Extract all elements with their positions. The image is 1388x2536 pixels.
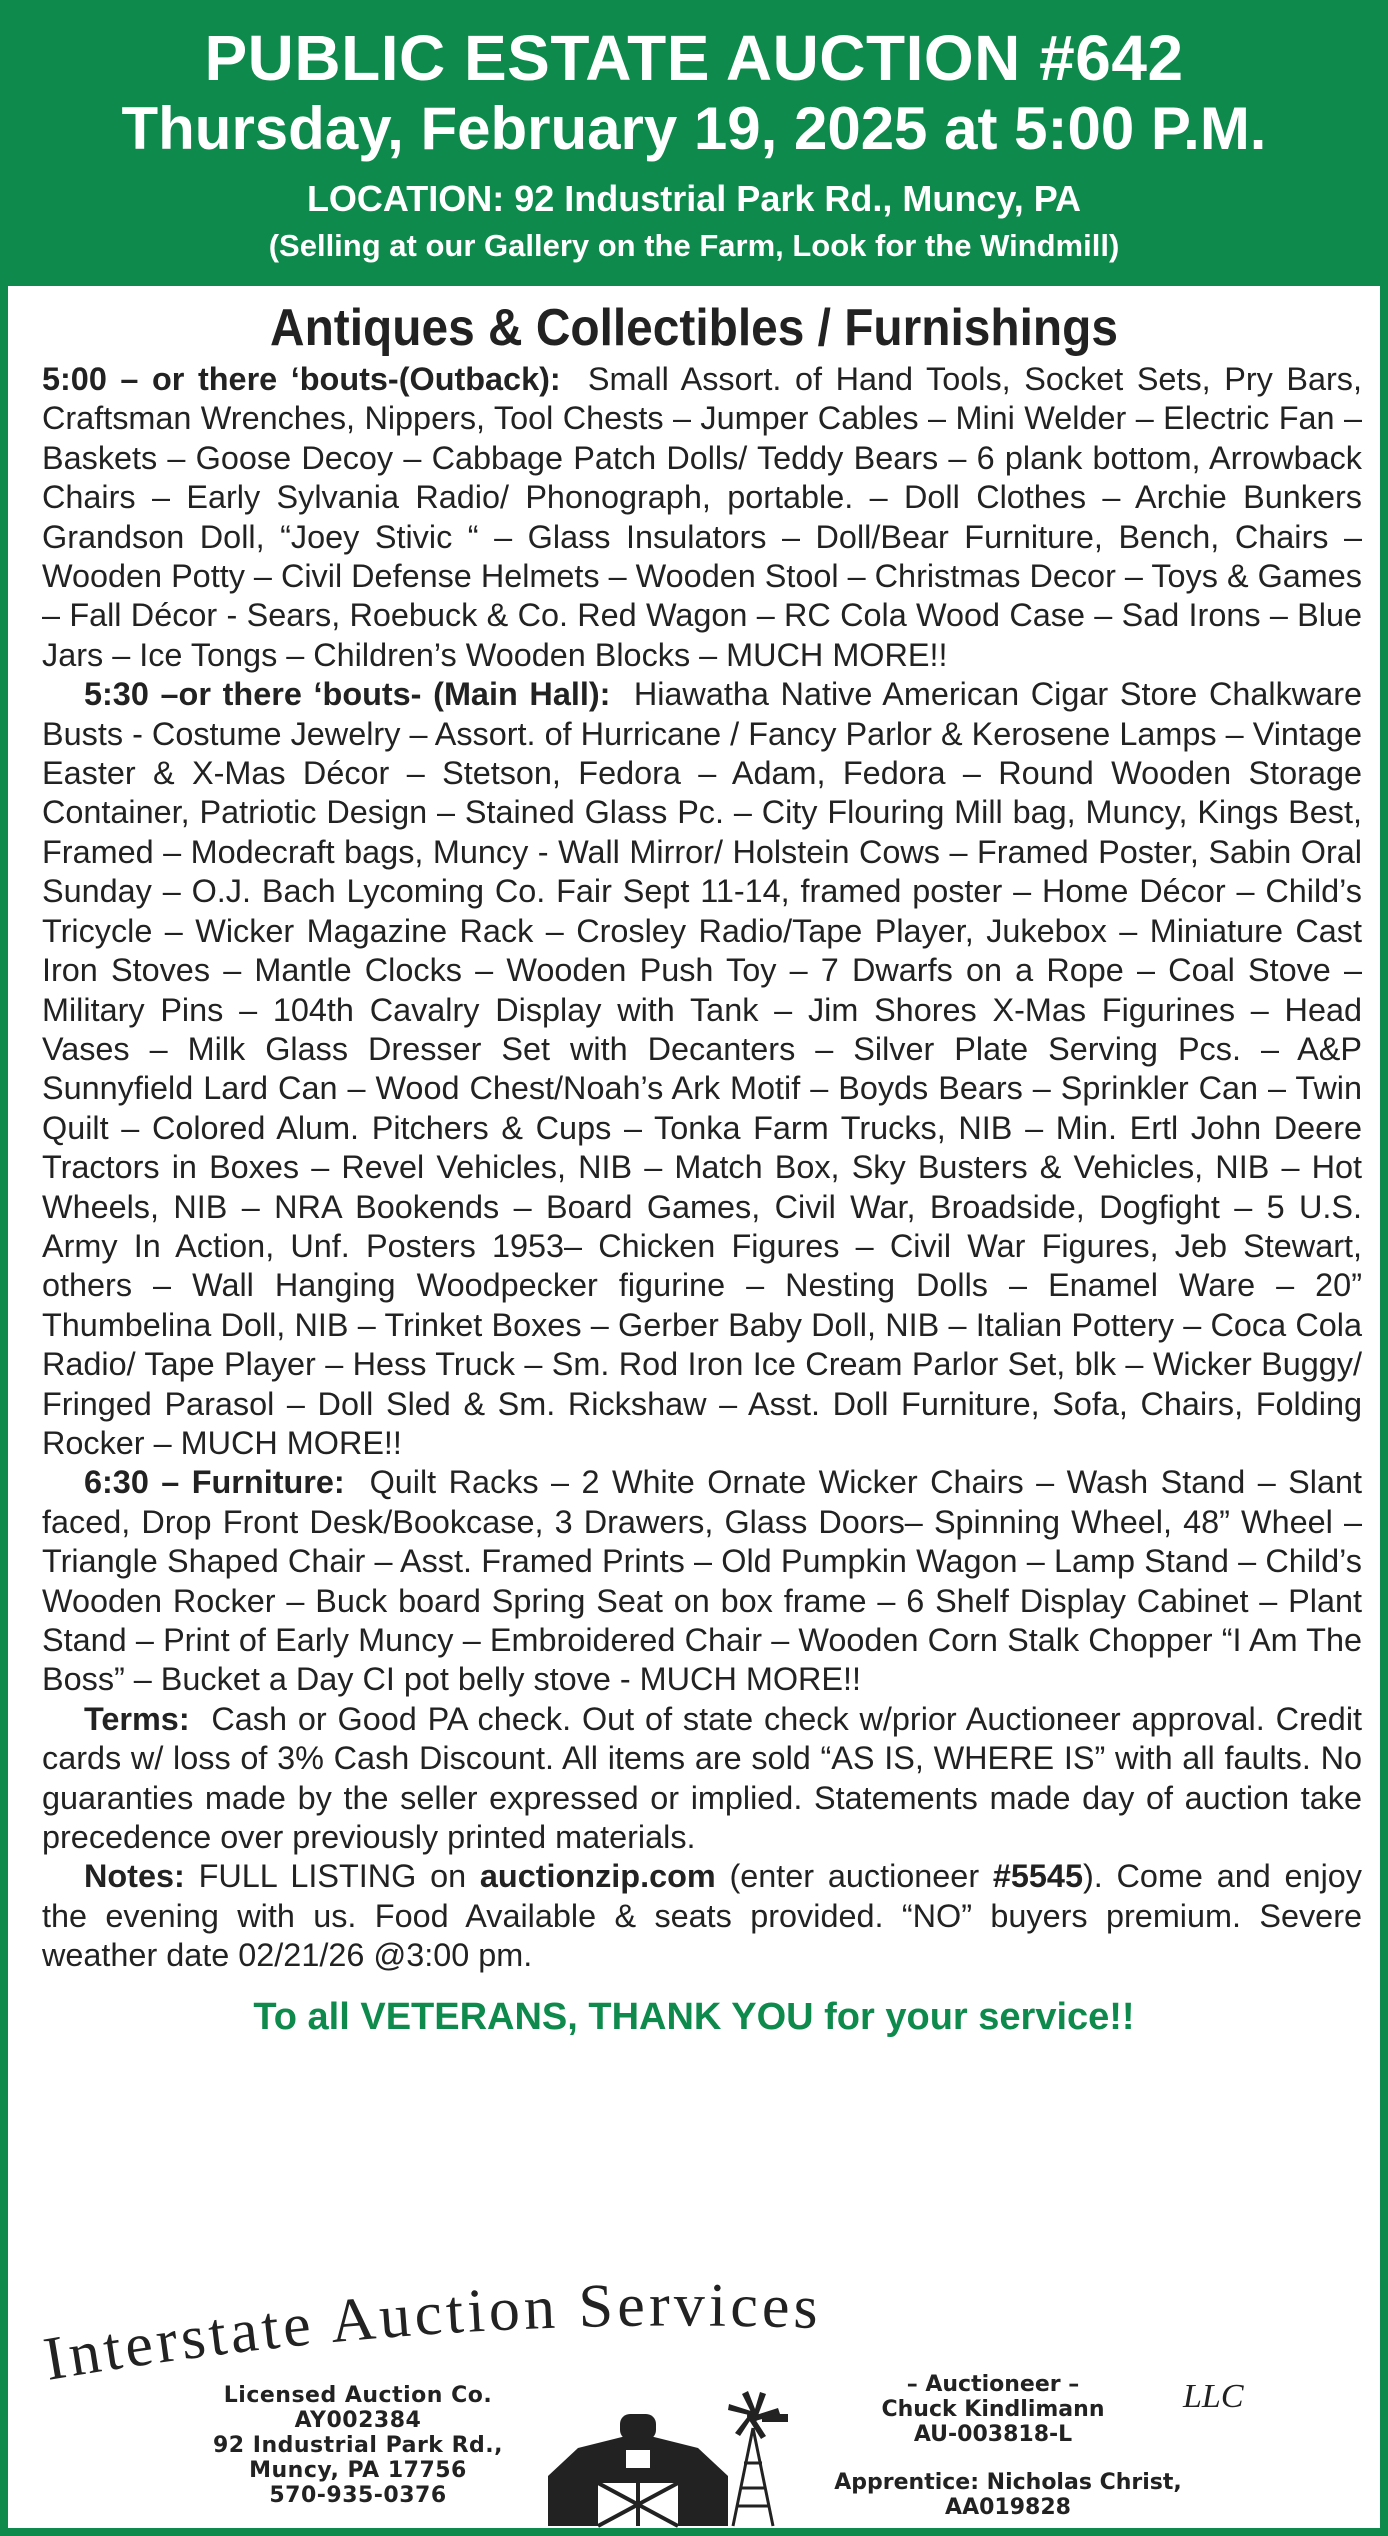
section-lead: 5:30 –or there ‘bouts- (Main Hall): [84, 676, 611, 713]
section-lead: 5:00 – or there ‘bouts-(Outback): [42, 361, 561, 397]
notes-text: ). Come and enjoy the evening with us. Food Available & seats provided. “NO” buyers premium. Severe weather date 02/21/26 @3:00 pm. [42, 1858, 1362, 1974]
notes-site-link[interactable]: auctionzip.com [479, 1858, 716, 1895]
svg-text:Interstate Auction Services [39, 2280, 823, 2394]
category-heading: Antiques & Collectibles / Furnishings [270, 299, 1118, 357]
license-line: 92 Industrial Park Rd., [212, 2433, 503, 2458]
apprentice-name: Apprentice: Nicholas Christ, [834, 2470, 1182, 2495]
location-note: (Selling at our Gallery on the Farm, Look for the Windmill) [268, 228, 1120, 263]
llc-mark: LLC [1183, 2378, 1244, 2415]
auctioneer-name: Chuck Kindlimann [881, 2397, 1105, 2422]
section-main-hall [42, 675, 1362, 1463]
apprentice-info [808, 2470, 1208, 2520]
company-name-text: Interstate Auction Services [39, 2280, 824, 2394]
license-line: Muncy, PA 17756 [249, 2458, 467, 2483]
section-furniture [42, 1463, 1362, 1699]
auction-date: Thursday, February 19, 2025 at 5:00 P.M. [121, 95, 1267, 162]
auctioneer-info [828, 2372, 1158, 2447]
auction-location: LOCATION: 92 Industrial Park Rd., Muncy, PA [306, 178, 1082, 219]
notes-text: (enter auctioneer [729, 1858, 980, 1895]
license-line: AY002384 [294, 2408, 422, 2433]
header-banner [8, 8, 1380, 286]
company-name-arc [8, 2280, 1380, 2400]
auction-title: PUBLIC ESTATE AUCTION #642 [204, 22, 1184, 94]
license-line: Licensed Auction Co. [223, 2383, 493, 2408]
section-body: Cash or Good PA check. Out of state check w/prior Auctioneer approval. Credit cards w/ loss of 3% Cash Discount. All items are sold “AS IS, WHERE IS” with all faults. No guaranties made by the seller expressed or implied. Statements made day of auction take precedence over previously printed materials. [42, 1700, 1363, 1856]
auctioneer-line: – Auctioneer – [906, 2372, 1080, 2397]
section-body: Hiawatha Native American Cigar Store Chalkware Busts - Costume Jewelry – Assort. of Hurricane / Fancy Parlor & Kerosene Lamps – Vintage Easter & X-Mas Décor – Stetson, Fedora – Adam, Fedora – Round Wooden Storage Container, Patriotic Design – Stained Glass Pc. – City Flouring Mill bag, Muncy, Kings Best, Framed – Modecraft bags, Muncy - Wall Mirror/ Holstein Cows – Framed Poster, Sabin Oral Sunday – O.J. Bach Lycoming Co. Fair Sept 11-14, framed poster – Home Décor – Child’s Tricycle – Wicker Magazine Rack – Crosley Radio/Tape Player, Jukebox – Miniature Cast Iron Stoves – Mantle Clocks – Wooden Push Toy – 7 Dwarfs on a Rope – Coal Stove – Military Pins – 104th Cavalry Display with Tank – Jim Shores X-Mas Figurines – Head Vases – Milk Glass Dresser Set with Decanters – Silver Plate Serving Pcs. – A&P Sunnyfield Lard Can – Wood Chest/Noah’s Ark Motif – Boyds Bears – Sprinkler Can – Twin Quilt – Colored Alum. Pitchers & Cups – Tonka Farm Trucks, NIB – Min. Ertl John Deere Tractors in Boxes – Revel Vehicles, NIB – Match Box, Sky Busters & Vehicles, NIB – Hot Wheels, NIB – NRA Bookends – Board Games, Civil War, Broadside, Dogfight – 5 U.S. Army In Action, Unf. Posters 1953– Chicken Figures – Civil War Figures, Jeb Stewart, others – Wall Hanging Woodpecker figurine – Nesting Dolls – Enamel Ware – 20” Thumbelina Doll, NIB – Trinket Boxes – Gerber Baby Doll, NIB – Italian Pottery – Coca Cola Radio/ Tape Player – Hess Truck – Sm. Rod Iron Ice Cream Parlor Set, blk – Wicker Buggy/ Fringed Parasol – Doll Sled & Sm. Rickshaw – Asst. Doll Furniture, Sofa, Chairs, Folding Rocker – MUCH MORE!! [42, 676, 1363, 1461]
section-terms [42, 1700, 1362, 1858]
license-info [178, 2383, 538, 2508]
company-logo-block [8, 2280, 1380, 2530]
listing-text [8, 360, 1380, 1976]
section-lead: 6:30 – Furniture: [84, 1464, 345, 1501]
veterans-message: To all VETERANS, THANK YOU for your service!! [253, 1995, 1135, 2038]
apprentice-license: AA019828 [945, 2495, 1071, 2520]
section-body: Small Assort. of Hand Tools, Socket Sets, Pry Bars, Craftsman Wrenches, Nippers, Tool Chests – Jumper Cables – Mini Welder – Electric Fan – Baskets – Goose Decoy – Cabbage Patch Dolls/ Teddy Bears – 6 plank bottom, Arrowback Chairs – Early Sylvania Radio/ Phonograph, portable. – Doll Clothes – Archie Bunkers Grandson Doll, “Joey Stivic “ – Glass Insulators – Doll/Bear Furniture, Bench, Chairs – Wooden Potty – Civil Defense Helmets – Wooden Stool – Christmas Decor – Toys & Games – Fall Décor - Sears, Roebuck & Co. Red Wagon – RC Cola Wood Case – Sad Irons – Blue Jars – Ice Tongs – Children’s Wooden Blocks – MUCH MORE!! [42, 361, 1362, 673]
notes-lead: Notes: [84, 1858, 185, 1895]
auctioneer-number: #5545 [992, 1858, 1083, 1895]
section-outback [42, 360, 1362, 675]
notes-text: FULL LISTING on [198, 1858, 467, 1895]
barn-windmill-icon [528, 2388, 788, 2528]
section-lead: Terms: [84, 1700, 190, 1737]
auctioneer-license: AU-003818-L [913, 2422, 1073, 2447]
section-notes [42, 1857, 1362, 1975]
section-body: Quilt Racks – 2 White Ornate Wicker Chairs – Wash Stand – Slant faced, Drop Front Desk/Bookcase, 3 Drawers, Glass Doors– Spinning Wheel, 48” Wheel – Triangle Shaped Chair – Asst. Framed Prints – Old Pumpkin Wagon – Lamp Stand – Child’s Wooden Rocker – Buck board Spring Seat on box frame – 6 Shelf Display Cabinet – Plant Stand – Print of Early Muncy – Embroidered Chair – Wooden Corn Stalk Chopper “I Am The Boss” – Bucket a Day CI pot belly stove - MUCH MORE!! [42, 1464, 1362, 1698]
phone-number: 570-935-0376 [269, 2483, 447, 2508]
